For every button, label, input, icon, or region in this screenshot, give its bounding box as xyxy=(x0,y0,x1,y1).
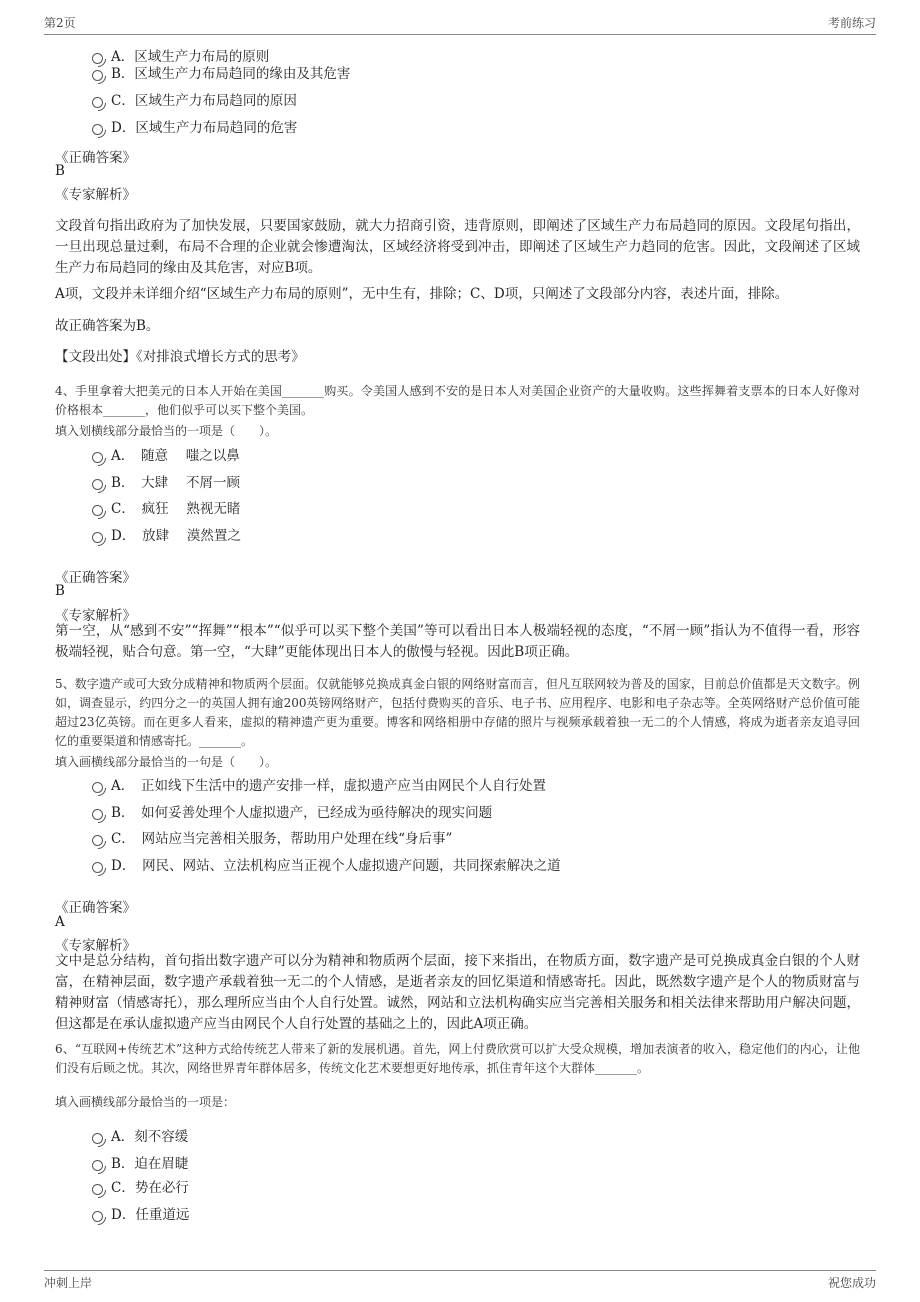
radio-icon[interactable] xyxy=(92,532,103,543)
page-header xyxy=(44,14,876,35)
option-c[interactable]: C．区域生产力布局趋同的原因 xyxy=(92,89,297,109)
radio-icon[interactable] xyxy=(92,452,103,463)
question-prompt: 填入画横线部分最恰当的一项是： xyxy=(55,1095,236,1109)
analysis-paragraph: A项，文段并未详细介绍“区域生产力布局的原则”，无中生有，排除；C、D项，只阐述了文段部分内容，表述片面，排除。 xyxy=(55,286,789,302)
option-d[interactable]: D． 网民、网站、立法机构应当正视个人虚拟遗产问题，共同探索解决之道 xyxy=(92,854,561,874)
radio-icon[interactable] xyxy=(92,505,103,516)
radio-icon[interactable] xyxy=(92,835,103,846)
page-number: 第2页 xyxy=(44,16,76,30)
option-b[interactable]: B．迫在眉睫 xyxy=(92,1152,188,1172)
analysis-paragraph: 文中是总分结构，首句指出数字遗产可以分为精神和物质两个层面，接下来指出，在物质方面，数字遗产是可兑换成真金白银的个人财富，在精神层面，数字遗产承载着独一无二的个人情感，是逝者亲友的回忆渠道和情感寄托。因此，既然数字遗产是个人的物质财富与精神财富（情感寄托），那么理所应当由个人自行处置。诚然，网站和立法机构确实应当完善相关服务和相关法律来帮助用户解决问题，但这都是在承认虚拟遗产应当由网民个人自行处置的基础之上的，因此A项正确。 xyxy=(55,953,860,1032)
radio-icon[interactable] xyxy=(92,862,103,873)
answer-value: A xyxy=(55,914,65,930)
footer-left: 冲刺上岸 xyxy=(44,1276,93,1290)
answer-label: 《正确答案》 xyxy=(55,570,136,586)
analysis-paragraph: 第一空，从“感到不安”“挥舞”“根本”“似乎可以买下整个美国”等可以看出日本人极端轻视的态度，“不屑一顾”指认为不值得一看，形容极端轻视，贴合句意。第一空，“大肆”更能体现出日本人的傲慢与轻视。因此B项正确。 xyxy=(55,623,860,660)
source-note: 【文段出处】《对排浪式增长方式的思考》 xyxy=(55,349,305,365)
page-footer xyxy=(44,1270,876,1291)
question-stem: 5、数字遗产或可大致分成精神和物质两个层面。仅就能够兑换成真金白银的网络财富而言，但凡互联网较为普及的国家，目前总价值都是天文数字。例如，调查显示，约四分之一的英国人拥有逾200英镑网络财产，包括付费购买的音乐、电子书、应用程序、电影和电子杂志等。全英网络财产总价值可能超过23亿英镑。而在更多人看来，虚拟的精神遗产更为重要。博客和网络相册中存储的照片与视频承载着独一无二的个人情感，将成为逝者亲友追寻回忆的重要渠道和情感寄托。_______。 xyxy=(55,677,860,748)
header-title: 考前练习 xyxy=(827,16,876,30)
option-d[interactable]: D． 放肆 漠然置之 xyxy=(92,524,241,544)
option-b[interactable]: B．区域生产力布局趋同的缘由及其危害 xyxy=(92,62,350,82)
analysis-paragraph: 故正确答案为B。 xyxy=(55,318,160,334)
radio-icon[interactable] xyxy=(92,97,103,108)
option-c[interactable]: C．势在必行 xyxy=(92,1176,189,1196)
question-stem: 6、“互联网+传统艺术”这种方式给传统艺人带来了新的发展机遇。首先，网上付费欣赏可以扩大受众规模，增加表演者的收入，稳定他们的内心，让他们没有后顾之忧。其次，网络世界青年群体居多，传统文化艺术要想更好地传承，抓住青年这个大群体_______。 xyxy=(55,1042,860,1075)
option-a[interactable]: A． 正如线下生活中的遗产安排一样，虚拟遗产应当由网民个人自行处置 xyxy=(92,774,546,794)
option-b[interactable]: B． 大肆 不屑一顾 xyxy=(92,471,240,491)
radio-icon[interactable] xyxy=(92,782,103,793)
option-c[interactable]: C． 疯狂 熟视无睹 xyxy=(92,497,240,517)
analysis-label: 《专家解析》 xyxy=(55,187,136,203)
radio-icon[interactable] xyxy=(92,809,103,820)
analysis-label: 《专家解析》 xyxy=(55,938,136,954)
radio-icon[interactable] xyxy=(92,479,103,490)
option-d[interactable]: D．区域生产力布局趋同的危害 xyxy=(92,116,297,136)
question-prompt: 填入划横线部分最恰当的一项是（ ）。 xyxy=(55,424,278,438)
option-d[interactable]: D．任重道远 xyxy=(92,1203,189,1223)
option-a[interactable]: A．区域生产力布局的原则 xyxy=(92,45,269,65)
analysis-label: 《专家解析》 xyxy=(55,608,136,624)
radio-icon[interactable] xyxy=(92,70,103,81)
radio-icon[interactable] xyxy=(92,1184,103,1195)
option-b[interactable]: B． 如何妥善处理个人虚拟遗产，已经成为亟待解决的现实问题 xyxy=(92,801,492,821)
option-a[interactable]: A． 随意 嗤之以鼻 xyxy=(92,444,240,464)
footer-right: 祝您成功 xyxy=(827,1276,876,1290)
answer-value: B xyxy=(55,163,65,179)
radio-icon[interactable] xyxy=(92,1133,103,1144)
answer-value: B xyxy=(55,583,65,599)
option-a[interactable]: A．刻不容缓 xyxy=(92,1125,188,1145)
radio-icon[interactable] xyxy=(92,1211,103,1222)
option-c[interactable]: C． 网站应当完善相关服务，帮助用户处理在线“身后事” xyxy=(92,827,452,847)
answer-label: 《正确答案》 xyxy=(55,900,136,916)
radio-icon[interactable] xyxy=(92,1160,103,1171)
answer-label: 《正确答案》 xyxy=(55,150,136,166)
question-stem: 4、手里拿着大把美元的日本人开始在美国_______购买。令美国人感到不安的是日本人对美国企业资产的大量收购。这些挥舞着支票本的日本人好像对价格根本_______，他们似乎可以买下整个美国。 xyxy=(55,384,860,417)
radio-icon[interactable] xyxy=(92,124,103,135)
analysis-paragraph: 文段首句指出政府为了加快发展，只要国家鼓励，就大力招商引资，违背原则，即阐述了区域生产力布局趋同的原因。文段尾句指出，一旦出现总量过剩，布局不合理的企业就会惨遭淘汰，区域经济将受到冲击，即阐述了区域生产力趋同的危害。因此，文段阐述了区域生产力布局趋同的缘由及其危害，对应B项。 xyxy=(55,218,860,276)
question-prompt: 填入画横线部分最恰当的一句是（ ）。 xyxy=(55,755,278,769)
